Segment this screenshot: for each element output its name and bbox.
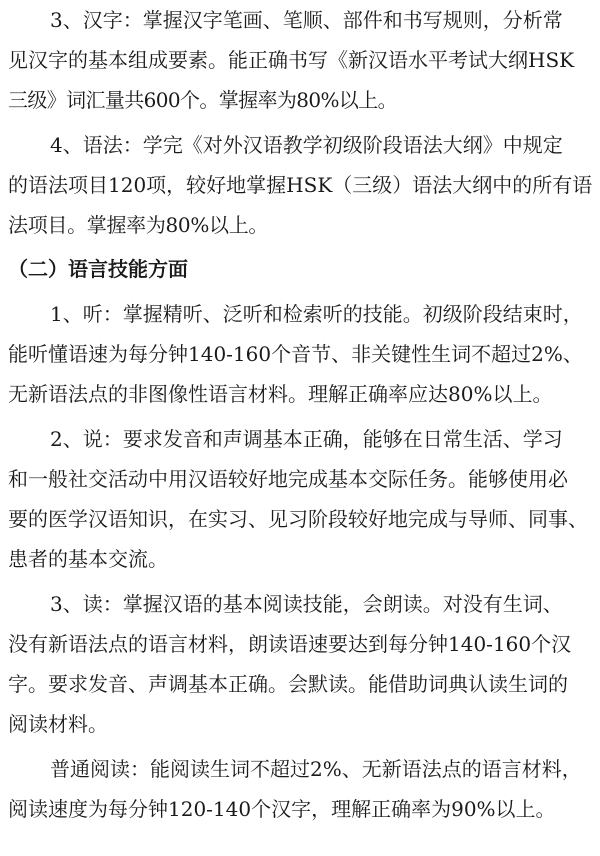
section-heading: （二）语言技能方面 xyxy=(8,257,188,281)
paragraph-listening-line-3: 无新语法点的非图像性语言材料。理解正确率应达80%以上。 xyxy=(8,382,553,406)
paragraph-hanzi-line-2: 见汉字的基本组成要素。能正确书写《新汉语水平考试大纲HSK xyxy=(8,48,575,72)
paragraph-listening-line-1: 1、听：掌握精听、泛听和检索听的技能。初级阶段结束时， xyxy=(50,302,583,326)
paragraph-reading-line-2: 没有新语法点的语言材料，朗读语速要达到每分钟140-160个汉 xyxy=(8,632,572,656)
paragraph-reading-line-4: 阅读材料。 xyxy=(8,712,108,736)
paragraph-hanzi-line-1: 3、汉字：掌握汉字笔画、笔顺、部件和书写规则，分析常 xyxy=(50,8,563,32)
paragraph-hanzi-line-3: 三级》词汇量共600个。掌握率为80%以上。 xyxy=(8,88,397,112)
paragraph-reading-line-3: 字。要求发音、声调基本正确。会默读。能借助词典认读生词的 xyxy=(8,672,568,696)
paragraph-speaking-line-4: 患者的基本交流。 xyxy=(8,547,168,571)
paragraph-speaking-line-2: 和一般社交活动中用汉语较好地完成基本交际任务。能够使用必 xyxy=(8,467,568,491)
paragraph-general-reading-line-1: 普通阅读：能阅读生词不超过2%、无新语法点的语言材料， xyxy=(50,757,582,781)
paragraph-grammar-line-2: 的语法项目120项，较好地掌握HSK（三级）语法大纲中的所有语 xyxy=(8,173,593,197)
paragraph-grammar-line-3: 法项目。掌握率为80%以上。 xyxy=(8,213,269,237)
paragraph-speaking-line-3: 要的医学汉语知识，在实习、见习阶段较好地完成与导师、同事、 xyxy=(8,507,588,531)
paragraph-general-reading-line-2: 阅读速度为每分钟120-140个汉字，理解正确率为90%以上。 xyxy=(8,797,556,821)
paragraph-speaking-line-1: 2、说：要求发音和声调基本正确，能够在日常生活、学习 xyxy=(50,427,563,451)
paragraph-grammar-line-1: 4、语法：学完《对外汉语教学初级阶段语法大纲》中规定 xyxy=(50,133,563,157)
paragraph-reading-line-1: 3、读：掌握汉语的基本阅读技能，会朗读。对没有生词、 xyxy=(50,592,563,616)
paragraph-listening-line-2: 能听懂语速为每分钟140-160个音节、非关键性生词不超过2%、 xyxy=(8,342,583,366)
